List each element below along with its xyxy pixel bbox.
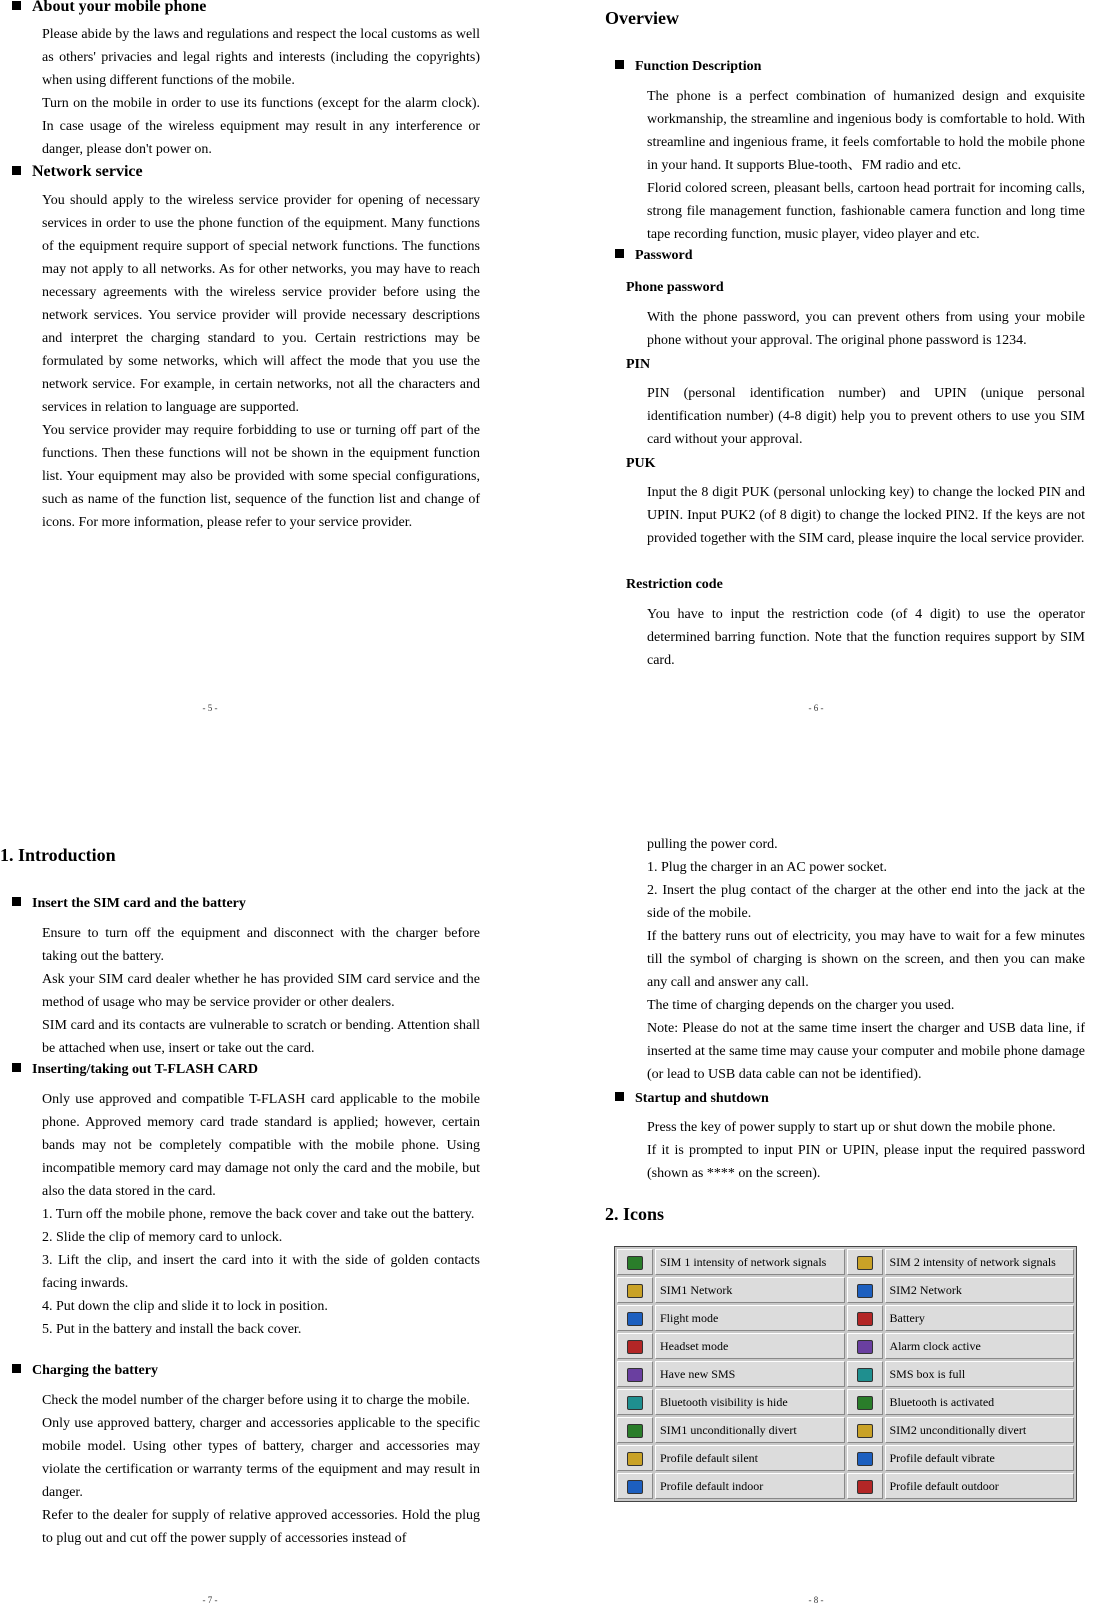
icon-label: Battery [885,1305,1075,1331]
icon-cell [617,1305,653,1331]
section-heading: About your mobile phone [12,0,206,17]
icon-cell [617,1445,653,1471]
icon-label: Profile default vibrate [885,1445,1075,1471]
paragraph: If the battery runs out of electricity, you may have to wait for a few minutes till the symbol of charging is shown on the screen, and then you can make any call and answer any call. [647,929,1085,990]
bullet-square-icon [12,1364,21,1373]
section-heading: Inserting/taking out T-FLASH CARD [12,1060,258,1080]
section-body [647,481,1085,550]
paragraph: pulling the power cord. [647,837,778,852]
airplane-icon [627,1312,643,1326]
paragraph: PIN (personal identification number) and UPIN (unique personal identification number) (4-8 digit) help you to prevent others to use you SIM card without your approval. [647,386,1085,447]
section-heading: Password [615,246,693,266]
section-body [647,85,1085,246]
list-item: 5. Put in the battery and install the back cover. [42,1322,302,1337]
list-item: 3. Lift the clip, and insert the card into it with the side of golden contacts facing inwards. [42,1253,480,1291]
page-number: - 7 - [202,1595,218,1605]
icon-label: Flight mode [655,1305,845,1331]
subheading: PIN [626,357,651,372]
icon-cell [847,1445,883,1471]
icon-cell [847,1305,883,1331]
paragraph: You have to input the restriction code (of 4 digit) to use the operator determined barring function. Note that the function requires support by SIM card. [647,607,1085,668]
icon-cell [617,1473,653,1499]
list-item: 2. Slide the clip of memory card to unlock. [42,1230,283,1245]
page-8 [556,802,1111,1605]
paragraph: If it is prompted to input PIN or UPIN, please input the required password (shown as **** on the screen). [647,1143,1085,1181]
table-row [617,1277,1074,1303]
icon-table-wrapper [614,1246,1077,1502]
table-row [617,1361,1074,1387]
section-body [42,1389,480,1550]
sim-icon [857,1284,873,1298]
silent-profile-icon [627,1452,643,1466]
paragraph: The time of charging depends on the charger you used. [647,998,955,1013]
divert-icon [857,1424,873,1438]
section-body [42,1088,480,1341]
section-body [42,23,480,161]
page-6 [556,0,1111,800]
page-5 [0,0,556,800]
icon-table [614,1246,1077,1502]
section-title: 2. Icons [605,1204,665,1224]
section-heading: Startup and shutdown [615,1089,769,1109]
paragraph: You should apply to the wireless service provider for opening of necessary services in order to use the phone function of the equipment. Many functions of the equipment require support of special network functions. The functions may not apply to all networks. As for other networks, you may have to reach necessary agreements with the wireless service provider before using the network services. You service provider will provide necessary descriptions and interpret the charging standard to you. Certain restrictions may be formulated by some networks, which will affect the mode that you use the network service. For example, in certain networks, not all the characters and services in relation to language are supported. [42,193,480,415]
list-item: 1. Turn off the mobile phone, remove the back cover and take out the battery. [42,1207,475,1222]
icon-label: SIM1 unconditionally divert [655,1417,845,1443]
icon-label: Profile default outdoor [885,1473,1075,1499]
bullet-square-icon [12,166,21,175]
icon-cell [617,1417,653,1443]
paragraph: Turn on the mobile in order to use its functions (except for the alarm clock). In case usage of the wireless equipment may result in any interference or danger, please don't power on. [42,96,480,157]
signal-icon [857,1256,873,1270]
paragraph: SIM card and its contacts are vulnerable to scratch or bending. Attention shall be attached when use, insert or take out the card. [42,1018,480,1056]
paragraph: Note: Please do not at the same time insert the charger and USB data line, if inserted at the same time may cause your computer and mobile phone damage (or lead to USB data cable can not be identified). [647,1021,1085,1082]
icon-cell [617,1333,653,1359]
icon-cell [847,1361,883,1387]
icon-label: Headset mode [655,1333,845,1359]
subheading: Restriction code [626,577,723,592]
icon-label: Bluetooth is activated [885,1389,1075,1415]
battery-icon [857,1312,873,1326]
page-number: - 6 - [808,703,824,713]
envelope-full-icon [857,1368,873,1382]
sim-icon [627,1284,643,1298]
bluetooth-icon [857,1396,873,1410]
divert-icon [627,1424,643,1438]
headset-icon [627,1340,643,1354]
icon-cell [617,1389,653,1415]
bullet-square-icon [615,249,624,258]
icon-cell [847,1417,883,1443]
section-body [647,603,1085,672]
icon-label: SIM2 unconditionally divert [885,1417,1075,1443]
bullet-square-icon [615,1092,624,1101]
vibrate-profile-icon [857,1452,873,1466]
section-body [647,306,1085,352]
signal-icon [627,1256,643,1270]
paragraph: Only use approved and compatible T-FLASH card applicable to the mobile phone. Approved memory card trade standard is applied; however, certain bands may not be completely compatible with the mobile phone. Using incompatible memory card may damage not only the card and the mobile, but also the data stored in the card. [42,1092,480,1199]
table-row [617,1417,1074,1443]
icon-label: SIM2 Network [885,1277,1075,1303]
page-number: - 8 - [808,1595,824,1605]
section-heading: Charging the battery [12,1361,158,1381]
icon-label: Profile default silent [655,1445,845,1471]
list-item: 2. Insert the plug contact of the charger at the other end into the jack at the side of the mobile. [647,883,1085,921]
icon-label: Bluetooth visibility is hide [655,1389,845,1415]
section-heading: Insert the SIM card and the battery [12,894,246,914]
paragraph: Refer to the dealer for supply of relative approved accessories. Hold the plug to plug out and cut off the power supply of accessories instead of [42,1508,480,1546]
paragraph: With the phone password, you can prevent others from using your mobile phone without your approval. The original phone password is 1234. [647,310,1085,348]
section-heading: Function Description [615,57,761,77]
list-item: 1. Plug the charger in an AC power socket. [647,860,888,875]
section-body [42,189,480,534]
section-body [647,382,1085,451]
bluetooth-hidden-icon [627,1396,643,1410]
alarm-clock-icon [857,1340,873,1354]
paragraph: You service provider may require forbidding to use or turning off part of the functions. Then these functions will not be shown in the equipment function list. Your equipment may also be provided with some special configurations, such as name of the function list, sequence of the function list and change of icons. For more information, please refer to your service provider. [42,423,480,530]
envelope-icon [627,1368,643,1382]
icon-label: Have new SMS [655,1361,845,1387]
table-row [617,1333,1074,1359]
list-item: 4. Put down the clip and slide it to lock in position. [42,1299,328,1314]
indoor-profile-icon [627,1480,643,1494]
table-row [617,1249,1074,1275]
table-row [617,1473,1074,1499]
paragraph: Ensure to turn off the equipment and disconnect with the charger before taking out the battery. [42,926,480,964]
paragraph: Only use approved battery, charger and accessories applicable to the specific mobile model. Using other types of battery, charger and accessories may violate the certification or warranty terms of the equipment and may result in danger. [42,1416,480,1500]
page-number: - 5 - [202,703,218,713]
icon-cell [617,1249,653,1275]
bullet-square-icon [615,60,624,69]
paragraph: Check the model number of the charger before using it to charge the mobile. [42,1393,470,1408]
icon-label: Profile default indoor [655,1473,845,1499]
icon-cell [847,1473,883,1499]
icon-cell [617,1277,653,1303]
icon-cell [617,1361,653,1387]
paragraph: Please abide by the laws and regulations and respect the local customs as well as others' privacies and legal rights and interests (including the copyrights) when using different functions of the mobile. [42,27,480,88]
table-row [617,1445,1074,1471]
page-7 [0,802,556,1605]
table-row [617,1305,1074,1331]
icon-label: SIM1 Network [655,1277,845,1303]
paragraph: Ask your SIM card dealer whether he has provided SIM card service and the method of usage who may be service provider or other dealers. [42,972,480,1010]
paragraph: The phone is a perfect combination of humanized design and exquisite workmanship, the streamline and ingenious body is comfortable to hold. With streamline and ingenious frame, it feels comfortable to hold the mobile phone in your hand. It supports Blue-tooth、FM radio and etc. [647,89,1085,173]
section-heading: Network service [12,162,143,182]
icon-cell [847,1333,883,1359]
section-body [42,922,480,1060]
bullet-square-icon [12,1063,21,1072]
table-row [617,1389,1074,1415]
icon-cell [847,1389,883,1415]
section-body [647,833,1085,1086]
bullet-square-icon [12,897,21,906]
section-body [647,1116,1085,1185]
paragraph: Florid colored screen, pleasant bells, cartoon head portrait for incoming calls, strong file management function, fashionable camera function and long time tape recording function, music player, video player and etc. [647,181,1085,242]
icon-cell [847,1249,883,1275]
icon-label: SMS box is full [885,1361,1075,1387]
icon-label: SIM 1 intensity of network signals [655,1249,845,1275]
icon-label: SIM 2 intensity of network signals [885,1249,1075,1275]
subheading: Phone password [626,280,724,295]
icon-label: Alarm clock active [885,1333,1075,1359]
icon-cell [847,1277,883,1303]
page-title: 1. Introduction [0,845,116,865]
paragraph: Input the 8 digit PUK (personal unlocking key) to change the locked PIN and UPIN. Input PUK2 (of 8 digit) to change the locked PIN2. If the keys are not provided together with the SIM card, please inquire the local service provider. [647,485,1085,546]
page-title: Overview [605,8,679,28]
paragraph: Press the key of power supply to start up or shut down the mobile phone. [647,1120,1056,1135]
bullet-square-icon [12,1,21,10]
outdoor-profile-icon [857,1480,873,1494]
subheading: PUK [626,456,656,471]
